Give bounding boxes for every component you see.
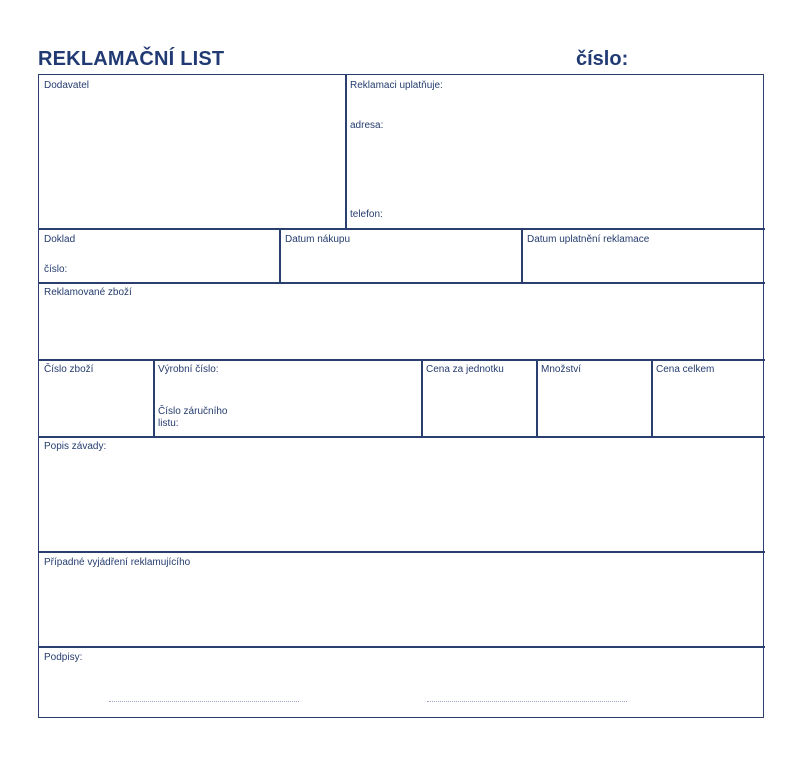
divider-parties-mid — [345, 75, 347, 228]
divider-goods-bottom — [39, 359, 765, 361]
supplier-label: Dodavatel — [44, 80, 90, 91]
claim-date-label: Datum uplatnění reklamace — [527, 234, 650, 245]
divider-parties-bottom — [39, 228, 765, 230]
warranty-number-label: Číslo záručního listu: — [158, 406, 228, 429]
divider-item-3 — [536, 359, 538, 436]
signature-line-left — [109, 701, 299, 702]
signatures-label: Podpisy: — [44, 652, 83, 663]
item-number-label: Číslo zboží — [44, 364, 94, 375]
document-label: Doklad — [44, 234, 76, 245]
divider-item-bottom — [39, 436, 765, 438]
divider-item-2 — [421, 359, 423, 436]
divider-document-2 — [521, 228, 523, 282]
phone-label: telefon: — [350, 209, 383, 220]
document-number-label: číslo: — [44, 264, 68, 275]
form-title: REKLAMAČNÍ LIST — [38, 48, 225, 70]
divider-item-4 — [651, 359, 653, 436]
total-price-label: Cena celkem — [656, 364, 715, 375]
divider-statement-bottom — [39, 646, 765, 648]
divider-item-1 — [153, 359, 155, 436]
unit-price-label: Cena za jednotku — [426, 364, 504, 375]
divider-defect-bottom — [39, 551, 765, 553]
address-label: adresa: — [350, 120, 384, 131]
signature-line-right — [427, 701, 627, 702]
statement-label: Případné vyjádření reklamujícího — [44, 557, 191, 568]
form-number-label: číslo: — [576, 48, 629, 70]
quantity-label: Množství — [541, 364, 582, 375]
defect-description-label: Popis závady: — [44, 441, 107, 452]
claim-form — [38, 74, 764, 718]
divider-document-1 — [279, 228, 281, 282]
claimant-label: Reklamaci uplatňuje: — [350, 80, 443, 91]
purchase-date-label: Datum nákupu — [285, 234, 351, 245]
divider-document-bottom — [39, 282, 765, 284]
serial-number-label: Výrobní číslo: — [158, 364, 219, 375]
claimed-goods-label: Reklamované zboží — [44, 287, 132, 298]
